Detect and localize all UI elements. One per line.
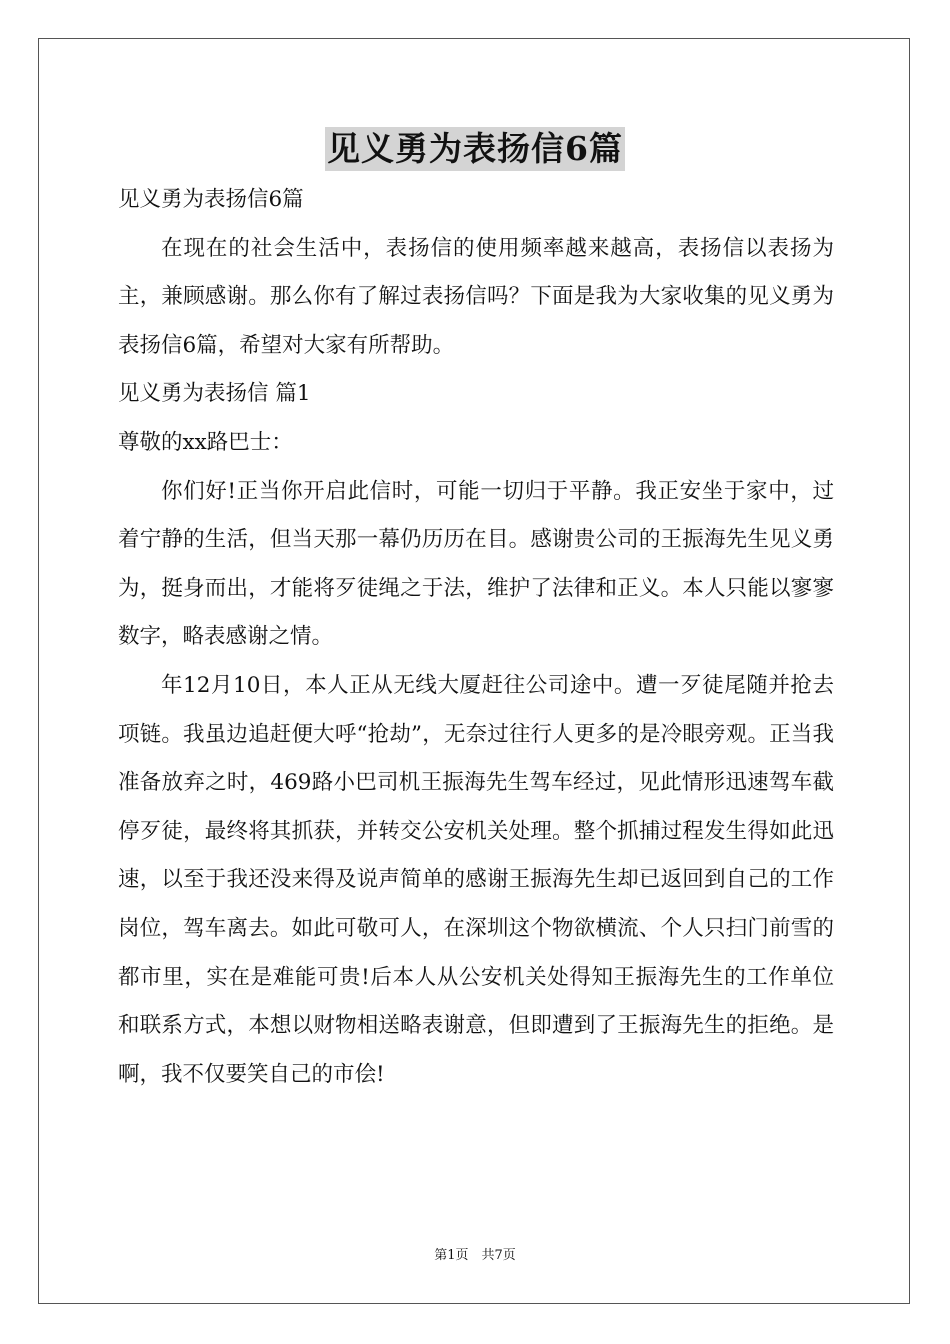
- document-body: [118, 176, 834, 1099]
- letter-salutation: 尊敬的xx路巴士：: [118, 429, 293, 455]
- body-paragraph-2: 年12月10日，本人正从无线大厦赶往公司途中。遭一歹徒尾随并抢去项链。我虽边追赶便大呼“抢劫”，无奈过往行人更多的是冷眼旁观。正当我准备放弃之时，469路小巴司机王振海先生驾车经过，见此情形迅速驾车截停歹徒，最终将其抓获，并转交公安机关处理。整个抓捕过程发生得如此迅速，以至于我还没来得及说声简单的感谢王振海先生却已返回到自己的工作岗位，驾车离去。如此可敬可人，在深圳这个物欲横流、个人只扫门前雪的都市里，实在是难能可贵!后本人从公安机关处得知王振海先生的工作单位和联系方式，本想以财物相送略表谢意，但即遭到了王振海先生的拒绝。是啊，我不仅要笑自己的市侩!: [118, 672, 834, 1087]
- intro-paragraph: 在现在的社会生活中，表扬信的使用频率越来越高，表扬信以表扬为主，兼顾感谢。那么你有了解过表扬信吗？下面是我为大家收集的见义勇为表扬信6篇，希望对大家有所帮助。: [118, 235, 834, 358]
- title-container: [0, 127, 950, 171]
- document-subtitle: 见义勇为表扬信6篇: [118, 187, 304, 212]
- section-heading: 见义勇为表扬信 篇1: [118, 381, 311, 407]
- document-title: 见义勇为表扬信6篇: [325, 127, 625, 171]
- page-number-footer: 第1页 共7页: [434, 1248, 516, 1263]
- body-paragraph-1: 你们好!正当你开启此信时，可能一切归于平静。我正安坐于家中，过着宁静的生活，但当天那一幕仍历历在目。感谢贵公司的王振海先生见义勇为，挺身而出，才能将歹徒绳之于法，维护了法律和正义。本人只能以寥寥数字，略表感谢之情。: [118, 478, 834, 650]
